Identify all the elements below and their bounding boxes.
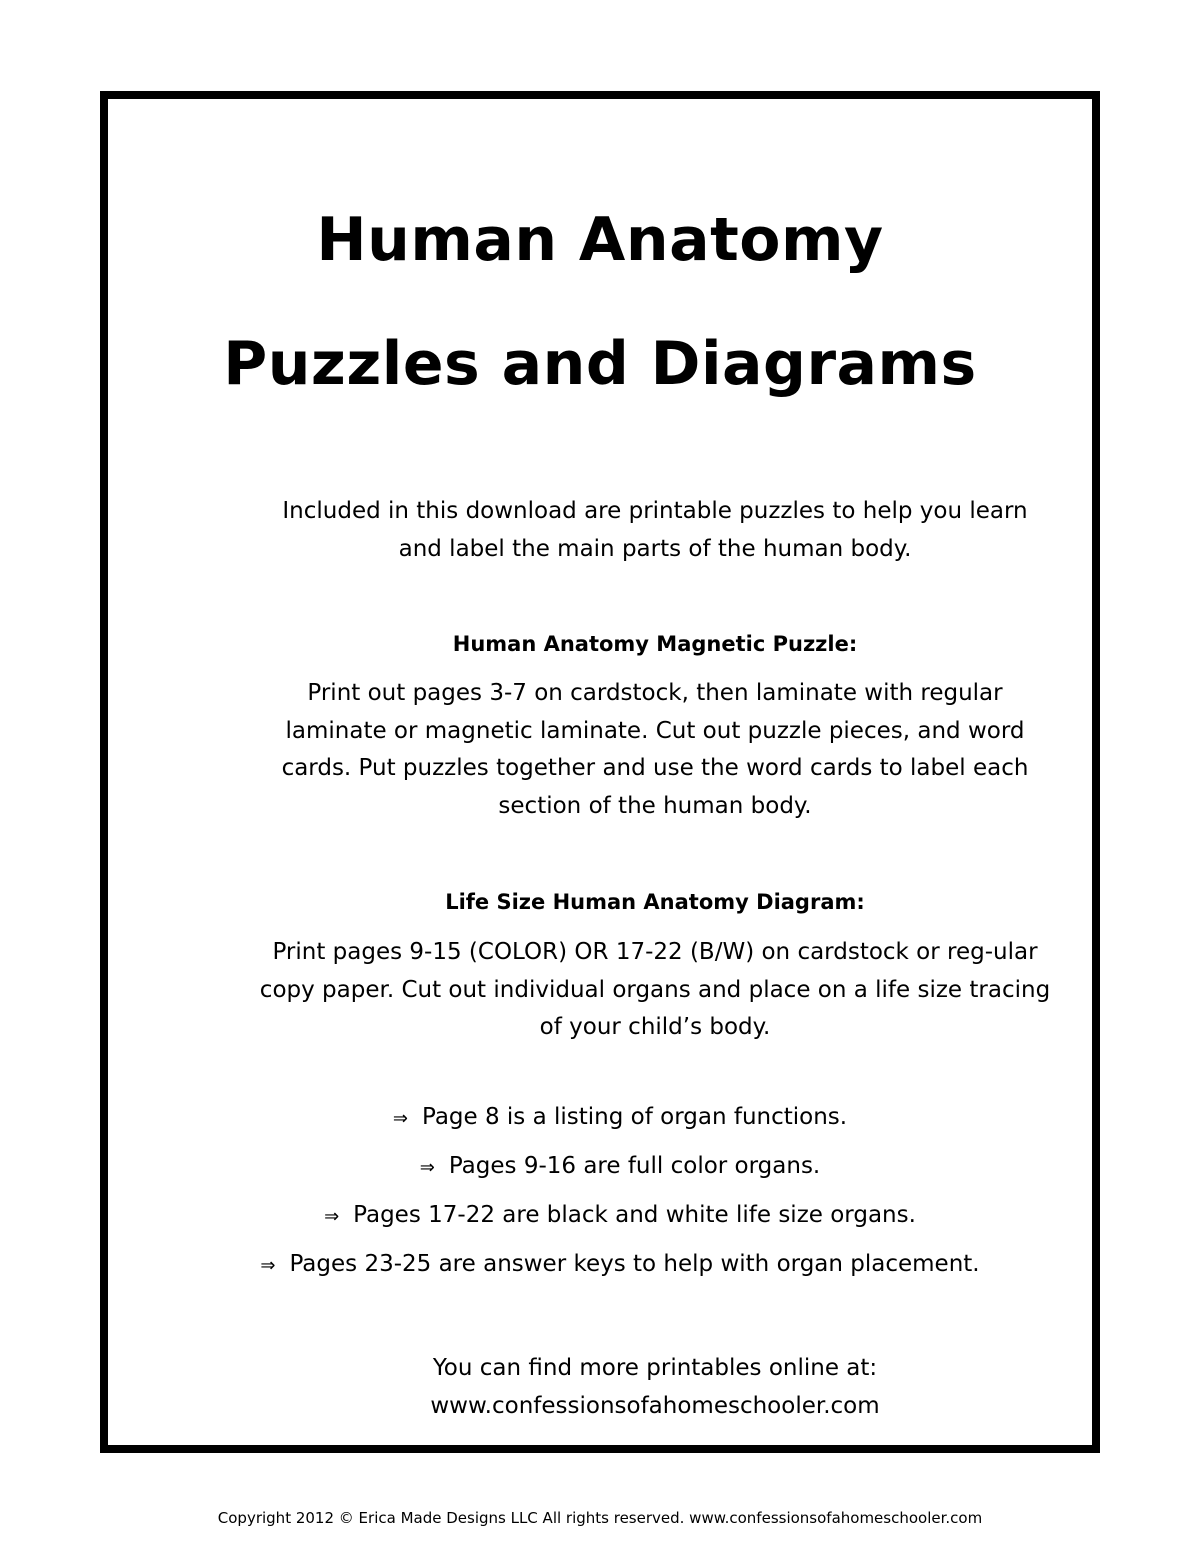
section-body-magnetic-puzzle: Print out pages 3-7 on cardstock, then laminate with regular laminate or magnetic laminate. Cut out puzzle pieces, and word cards. Put puzzles together and use the word cards to label each section of the human body. <box>281 680 1029 819</box>
copyright-footer: Copyright 2012 © Erica Made Designs LLC All rights reserved. www.confessionsofahomeschooler.com <box>217 1509 983 1527</box>
list-item <box>0 1155 1200 1178</box>
list-item-text: Pages 23-25 are answer keys to help with organ placement. <box>289 1251 980 1277</box>
more-printables-note <box>300 1350 1010 1425</box>
arrow-icon: ⇒ <box>324 1206 340 1227</box>
list-item <box>0 1204 1200 1227</box>
section-heading-life-size-diagram: Life Size Human Anatomy Diagram: <box>445 890 865 914</box>
arrow-icon: ⇒ <box>260 1255 276 1276</box>
page-title-line-2: Puzzles and Diagrams <box>223 329 977 399</box>
list-item <box>0 1106 1200 1129</box>
section-body-life-size-diagram: Print pages 9-15 (COLOR) OR 17-22 (B/W) on cardstock or reg-ular copy paper. Cut out individual organs and place on a life size tracing of your child’s body. <box>259 939 1051 1040</box>
intro-paragraph: Included in this download are printable puzzles to help you learn and label the main parts of the human body. <box>282 498 1028 562</box>
list-item <box>0 1253 1200 1276</box>
section-heading-magnetic-puzzle: Human Anatomy Magnetic Puzzle: <box>452 632 858 656</box>
page-title-line-1: Human Anatomy <box>316 205 884 275</box>
arrow-icon: ⇒ <box>419 1157 435 1178</box>
arrow-icon: ⇒ <box>392 1108 408 1129</box>
list-item-text: Pages 17-22 are black and white life size organs. <box>353 1202 916 1228</box>
list-item-text: Pages 9-16 are full color organs. <box>448 1153 821 1179</box>
more-printables-text: You can find more printables online at: <box>432 1355 878 1381</box>
website-url: www.confessionsofahomeschooler.com <box>430 1392 880 1419</box>
list-item-text: Page 8 is a listing of organ functions. <box>421 1104 848 1130</box>
